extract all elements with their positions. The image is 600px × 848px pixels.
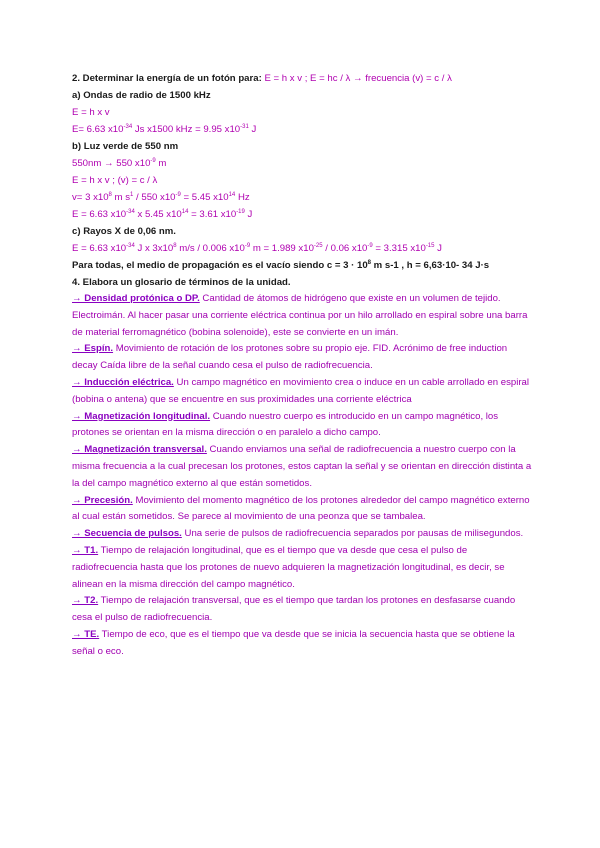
glossary-term: → Magnetización longitudinal.: [72, 410, 211, 422]
glossary-entry-magnetizacion-longitudinal: [72, 409, 534, 443]
part-b-conversion: 550nm → 550 $x10^{-9}$ m: [72, 158, 167, 169]
part-b-energy: E = 6.63 $x10^{-34}$ x 5.45 $x10^{14} = 3.61$ $x10^{-19}$ J: [72, 209, 253, 220]
glossary-entry-magnetizacion-transversal: [72, 442, 534, 492]
glossary-term: → Magnetización transversal.: [72, 444, 207, 456]
glossary-entry-secuencia-pulsos: [72, 526, 534, 543]
glossary-term: → Espín.: [72, 343, 114, 355]
question-2-formulas: E = h x v ; E = hc / λ → frecuencia (v) = c / λ: [264, 73, 452, 84]
glossary-term: → TE.: [72, 628, 100, 640]
glossary-definition: Cuando nuestro cuerpo es introducido en un campo magnético, los protones se orientan en la misma dirección o en paralelo a dicho campo.: [72, 410, 499, 439]
part-b-heading: b) Luz verde de 550 nm: [72, 141, 179, 152]
glossary-term: → Inducción eléctrica.: [72, 376, 174, 388]
question-2-title: 2. Determinar la energía de un fotón para:: [72, 73, 262, 84]
glossary-entry-induccion: [72, 375, 534, 409]
document-page: [72, 70, 534, 661]
glossary-term: → Densidad protónica o DP.: [72, 293, 200, 304]
glossary-definition: Tiempo de relajación longitudinal, que es el tiempo que va desde que cesa el pulso de radiofrecuencia hasta que los protones de nuevo adquieren la magnetización longitudinal, es decir, se alinean en la misma dirección del campo magnético.: [72, 544, 505, 590]
glossary-entry-dp: [72, 291, 534, 341]
glossary-entry-espin: [72, 341, 534, 375]
glossary-term: → Precesión.: [72, 494, 133, 506]
glossary-entry-t1: [72, 543, 534, 593]
glossary-term: → T2.: [72, 595, 99, 607]
glossary-definition: Tiempo de relajación transversal, que es el tiempo que tardan los protones en desfasarse cuando cesa el pulso de radiofrecuencia.: [72, 595, 516, 624]
glossary-definition: Un campo magnético en movimiento crea o induce en un cable arrollado en espiral (bobina o antena) que se encuentre en sus proximidades una corriente eléctrica: [72, 376, 530, 405]
glossary-definition: Movimiento de rotación de los protones sobre su propio eje. FID. Acrónimo de free induction decay Caída libre de la señal cuando cesa el pulso de radiofrecuencia.: [72, 343, 508, 372]
glossary-definition: Tiempo de eco, que es el tiempo que va desde que se inicia la secuencia hasta que se obtiene la señal o eco.: [72, 628, 515, 657]
propagation-note: Para todas, el medio de propagación es el vacío siendo $c = 3 \cdot 10^8$ m s-1 , h = 6,63·10- 34 J·s: [72, 260, 490, 271]
glossary-definition: Cuando enviamos una señal de radiofrecuencia a nuestro cuerpo con la misma frecuencia a la cual precesan los protones, estos captan la señal y se orientan en dirección distinta a la del campo magnético externo al que están sometidos.: [72, 444, 532, 489]
question-4-title: 4. Elabora un glosario de términos de la unidad.: [72, 277, 291, 288]
part-a-result: E= 6.63 $x10^{-34}$ Js x1500 kHz = 9.95 $x10^{-31}$ J: [72, 124, 257, 135]
part-a-formula: E = h x v: [72, 107, 110, 118]
glossary-term: → T1.: [72, 544, 99, 556]
glossary-entry-precesion: [72, 493, 534, 527]
glossary-definition: Una serie de pulsos de radiofrecuencia separados por pausas de milisegundos.: [181, 528, 524, 540]
part-b-frequency: v= 3 $x10^8$ m $s^1 / 550$ $x10^{-9} = 5.45$ $x10^{14}$ Hz: [72, 192, 250, 203]
part-c-energy: E = 6.63 $x10^{-34}$ J x $3x10^8$ m/s / 0.006 $x10^{-9}$ m = 1.989 $x10^{-25} / 0.06$ $x10^{-9} = 3.315$ $x10^{-15}$ J: [72, 243, 442, 254]
glossary-entry-t2: [72, 593, 534, 627]
glossary-definition: Movimiento del momento magnético de los protones alrededor del campo magnético externo al cual están sometidos. Se parece al movimiento de una peonza que se tambalea.: [72, 494, 530, 523]
question-2: [72, 70, 534, 87]
glossary-term: → Secuencia de pulsos.: [72, 528, 182, 540]
part-b-formula: E = h x v ; (v) = c / λ: [72, 175, 158, 186]
glossary-entry-te: [72, 627, 534, 661]
part-c-heading: c) Rayos X de 0,06 nm.: [72, 226, 176, 237]
part-a-heading: a) Ondas de radio de 1500 kHz: [72, 90, 211, 101]
glossary-definition: Cantidad de átomos de hidrógeno que existe en un volumen de tejido. Electroimán. Al hacer pasar una corriente eléctrica continua por un hilo arrollado en espiral sobre una barra de material ferromagnético (bobina solenoide), este se convierte en un imán.: [72, 293, 528, 338]
